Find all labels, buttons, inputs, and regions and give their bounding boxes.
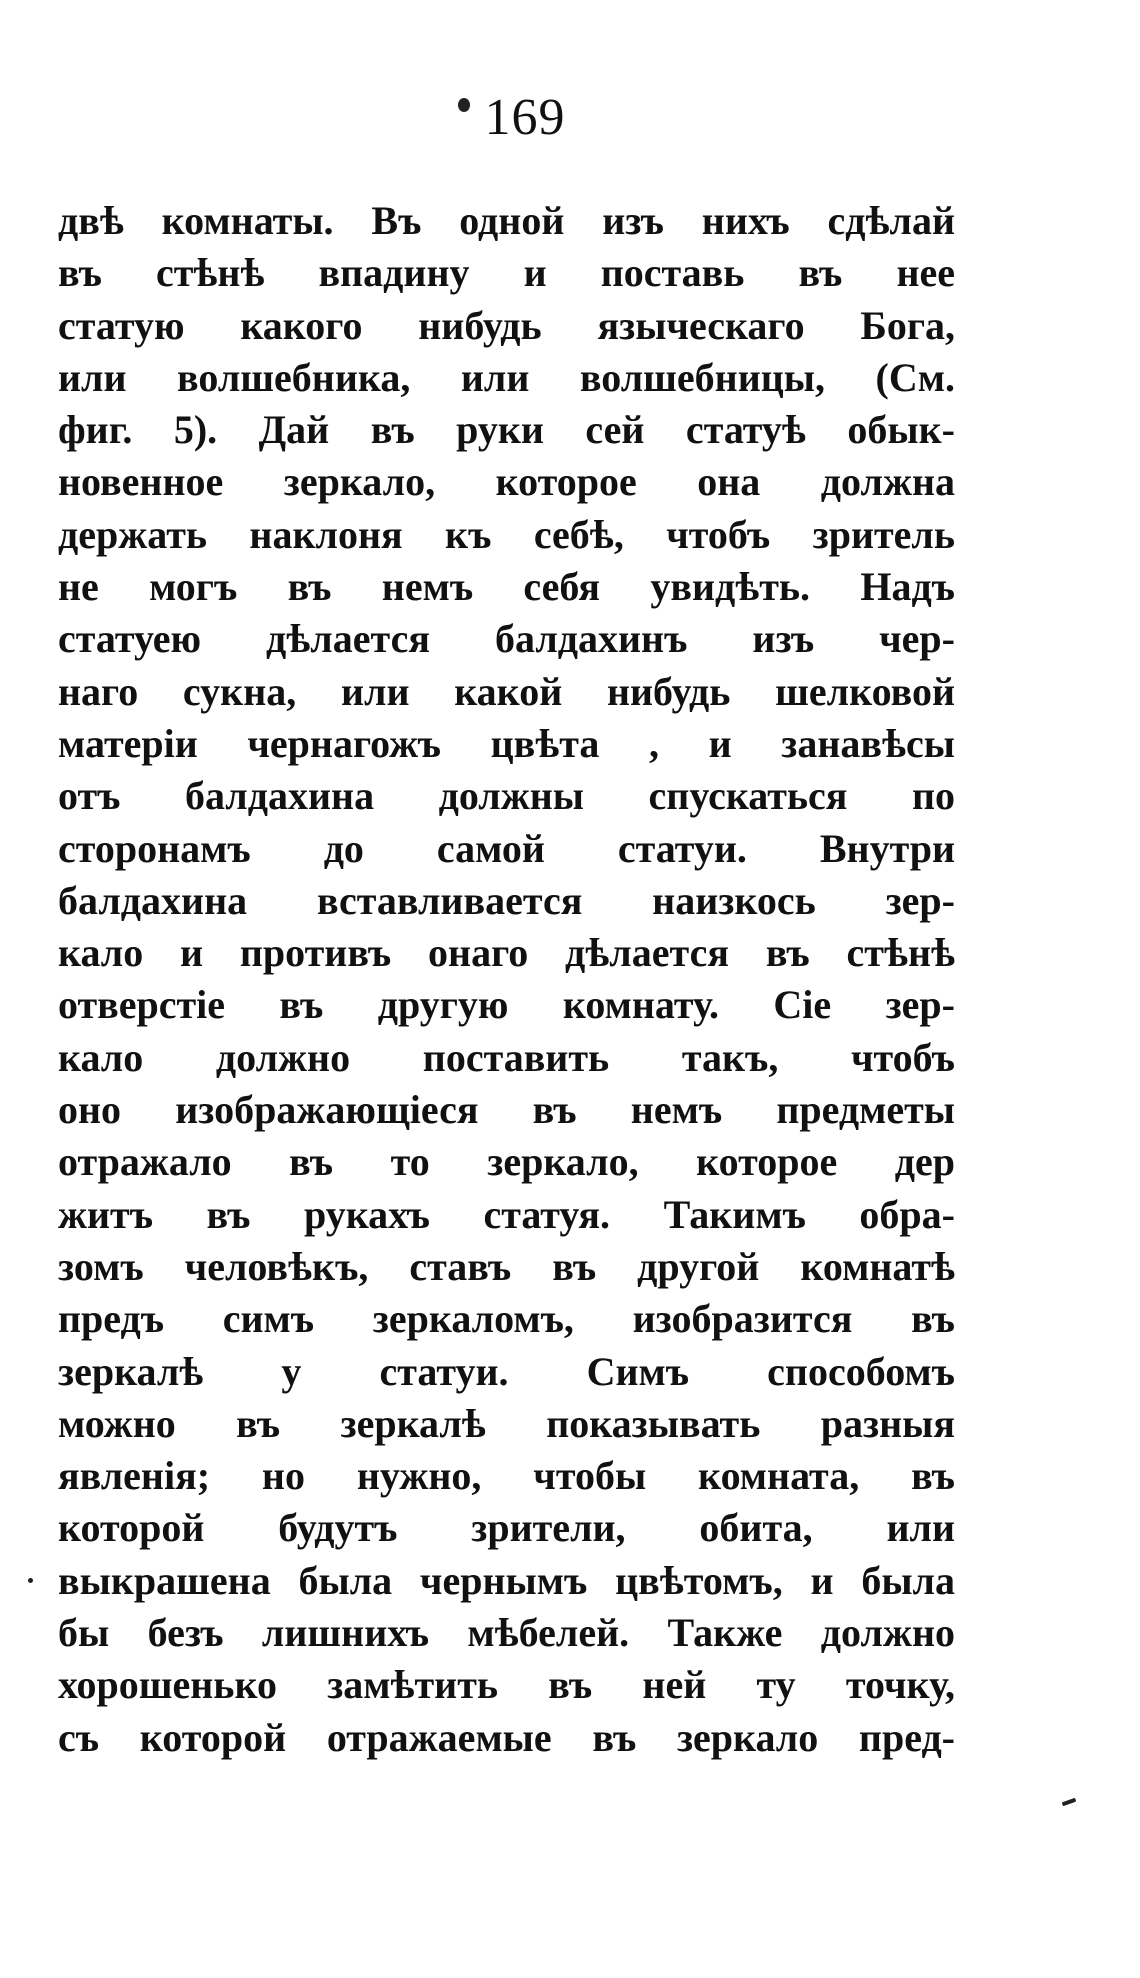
text-line: въ стѣнѣ впадину и поставь въ нее	[58, 250, 955, 296]
text-line: можно въ зеркалѣ показывать разныя	[58, 1400, 955, 1446]
text-line: фиг. 5). Дай въ руки сей статуѣ обык-	[58, 407, 955, 453]
body-text	[58, 195, 955, 1764]
text-line: кало должно поставить такъ, чтобъ	[58, 1034, 955, 1080]
text-line: держать наклоня къ себѣ, чтобъ зритель	[58, 511, 955, 557]
text-line: зомъ человѣкъ, ставъ въ другой комнатѣ	[58, 1243, 955, 1289]
text-line: сторонамъ до самой статуи. Внутри	[58, 825, 955, 871]
text-line: выкрашена была чернымъ цвѣтомъ, и была	[58, 1557, 955, 1603]
text-line: кало и противъ онаго дѣлается въ стѣнѣ	[58, 930, 955, 976]
ink-speck	[28, 1578, 33, 1583]
text-line: которой будутъ зрители, обита, или	[58, 1505, 955, 1551]
text-line: двѣ комнаты. Въ одной изъ нихъ сдѣлай	[58, 198, 955, 243]
text-line: предъ симъ зеркаломъ, изобразится въ	[58, 1296, 955, 1342]
text-line: зеркалѣ у статуи. Симъ способомъ	[58, 1348, 955, 1394]
text-line: отъ балдахина должны спускаться по	[58, 773, 955, 819]
text-line: оно изображающіеся въ немъ предметы	[58, 1087, 955, 1133]
page-number: 169	[484, 89, 566, 146]
text-line: хорошенько замѣтить въ ней ту точку,	[58, 1662, 955, 1708]
text-line: наго сукна, или какой нибудь шелковой	[58, 668, 955, 714]
text-line: явленія; но нужно, чтобы комната, въ	[58, 1453, 955, 1499]
text-line: бы безъ лишнихъ мѣбелей. Также должно	[58, 1610, 955, 1656]
text-line: статуею дѣлается балдахинъ изъ чер-	[58, 616, 955, 662]
text-line: отверстіе въ другую комнату. Сіе зер-	[58, 982, 955, 1028]
text-line: балдахина вставливается наизкось зер-	[58, 877, 955, 923]
text-line: не могъ въ немъ себя увидѣть. Надъ	[58, 564, 955, 610]
text-line: статую какого нибудь языческаго Бога,	[58, 302, 955, 348]
text-line: съ которой отражаемые въ зеркало пред-	[58, 1714, 955, 1760]
ink-mark	[1062, 1798, 1077, 1807]
text-line: матеріи чернагожъ цвѣта , и занавѣсы	[58, 720, 955, 766]
ink-speck	[458, 98, 470, 112]
text-line: новенное зеркало, которое она должна	[58, 459, 955, 505]
text-line: или волшебника, или волшебницы, (См.	[58, 354, 955, 400]
text-line: житъ въ рукахъ статуя. Такимъ обра-	[58, 1191, 955, 1237]
text-line: отражало въ то зеркало, которое дер	[58, 1139, 955, 1185]
